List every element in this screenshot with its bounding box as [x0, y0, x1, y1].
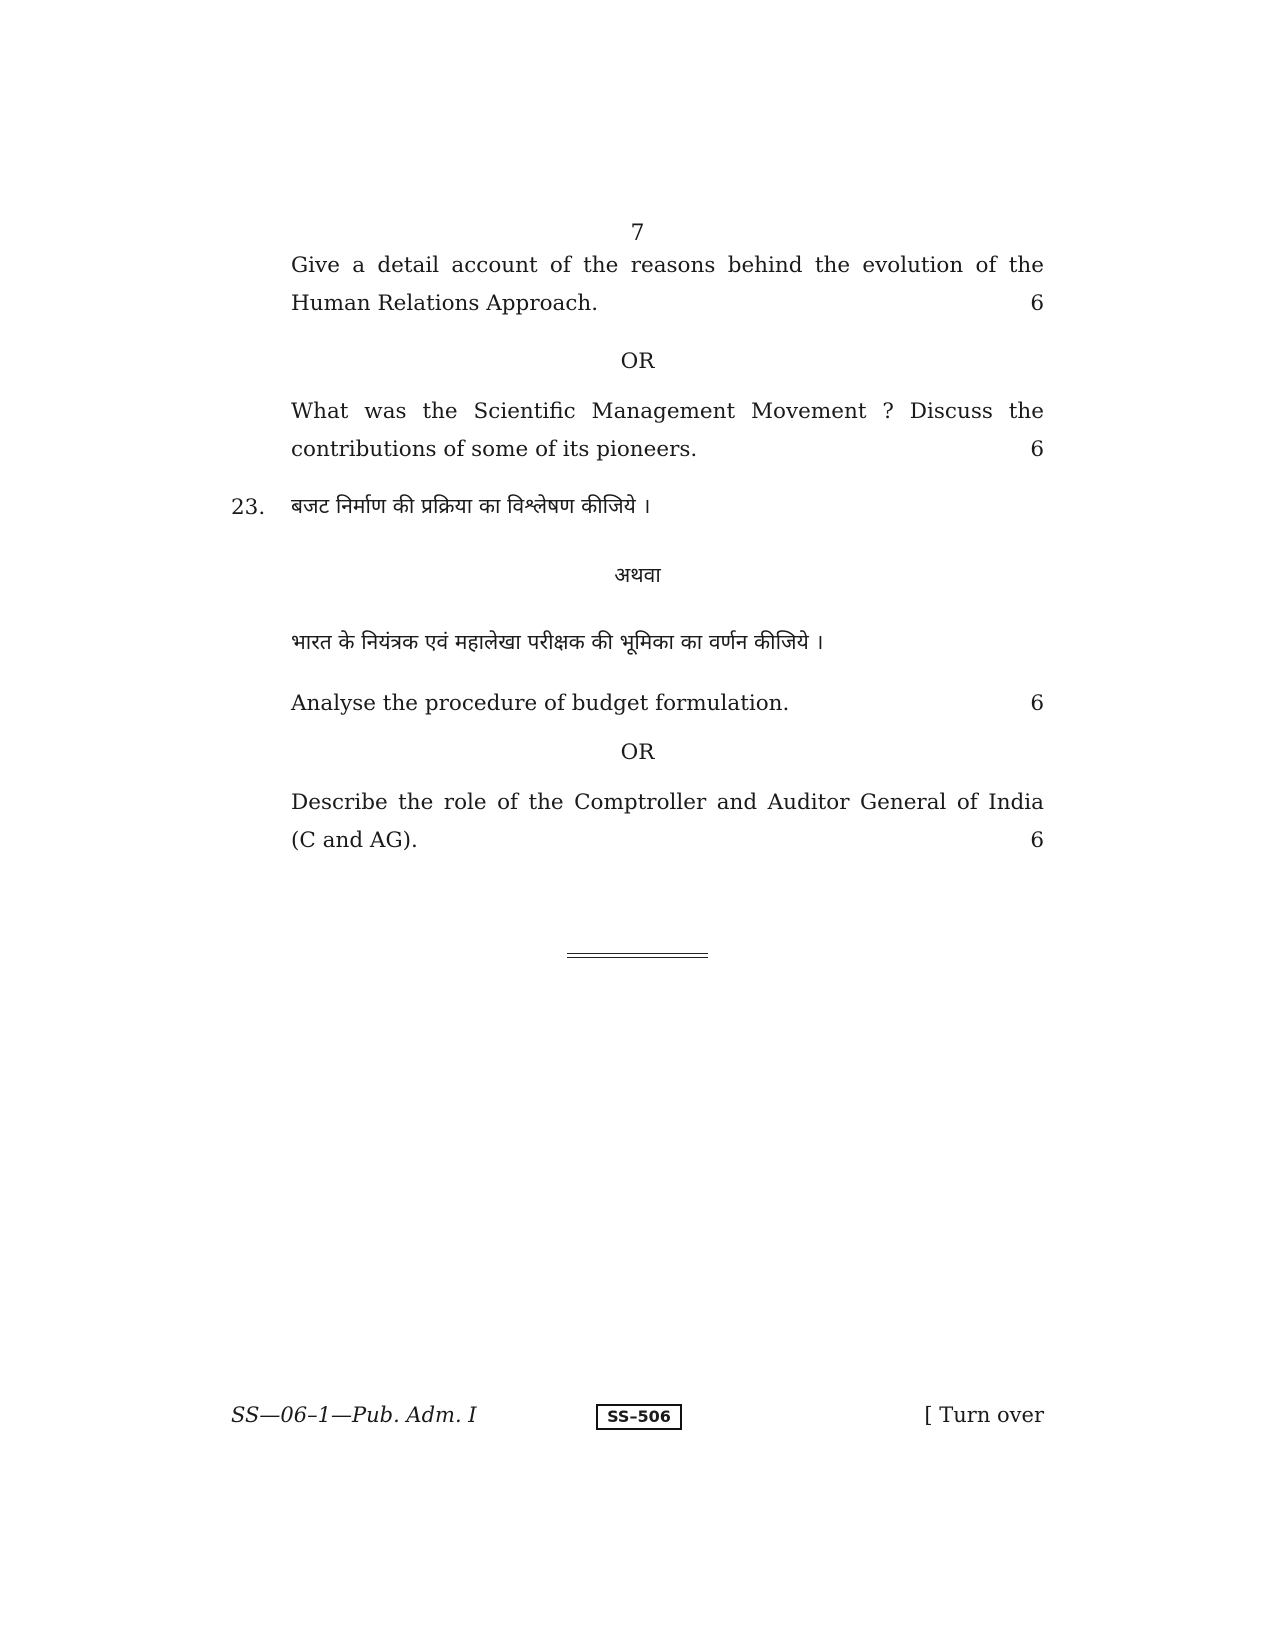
q22-alt-line2-row [291, 431, 1044, 469]
q23-alt-line2-row [291, 822, 1044, 860]
footer-paper-code: SS—06–1—Pub. Adm. I [231, 1403, 477, 1427]
page-number: 7 [630, 221, 645, 246]
q22-alt-line1: What was the Scientific Management Movement ? Discuss the [291, 399, 1044, 424]
q23-number: 23. [231, 495, 266, 520]
q22-question-line1: Give a detail account of the reasons behind the evolution of the [291, 253, 1044, 278]
q23-alt-line1: Describe the role of the Comptroller and Auditor General of India [291, 790, 1044, 815]
q23-question-row [291, 685, 1044, 723]
footer-subject-code-box: SS–506 [596, 1404, 682, 1430]
q22-alt-marks: 6 [1030, 437, 1044, 462]
end-rule-bottom [567, 957, 708, 958]
q23-alt-line2: (C and AG). [291, 828, 418, 853]
end-rule-top [567, 953, 708, 954]
q22-question-line2: Human Relations Approach. [291, 291, 599, 316]
footer-turn-over: [ Turn over [924, 1403, 1044, 1427]
q23-hindi-alt: भारत के नियंत्रक एवं महालेखा परीक्षक की भूमिका का वर्णन कीजिये । [291, 630, 824, 654]
q22-alt-line2: contributions of some of its pioneers. [291, 437, 698, 462]
q23-hindi-or: अथवा [614, 563, 661, 587]
q22-question-line2-row [291, 285, 1044, 323]
q22-or-label: OR [620, 349, 655, 374]
q22-marks: 6 [1030, 291, 1044, 316]
q23-alt-marks: 6 [1030, 828, 1044, 853]
q23-question: Analyse the procedure of budget formulation. [291, 691, 790, 716]
q23-or-label: OR [620, 740, 655, 765]
q23-hindi-question: बजट निर्माण की प्रक्रिया का विश्लेषण कीजिये । [291, 494, 651, 518]
q23-marks: 6 [1030, 691, 1044, 716]
